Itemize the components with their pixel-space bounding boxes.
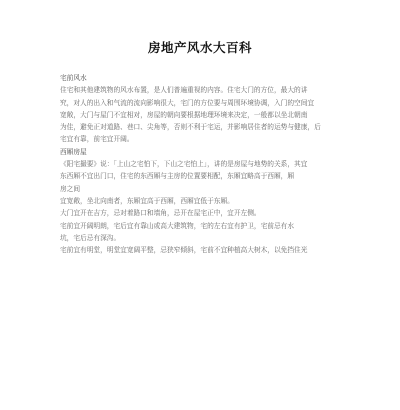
document-body xyxy=(60,72,352,256)
text-line: 东西厢不宜出门口，住宅的东西厢与主房的位置要相配，东厢宜略高于西厢，厢 xyxy=(60,172,295,181)
section-heading: 宅前风水 xyxy=(60,74,87,82)
text-line: 大门宜开在吉方，忌对着路口和墙角，忌开在屋宅正中，宜开左侧。 xyxy=(60,209,261,218)
text-line: 《阳宅撮要》说：「上山之宅怕下，下山之宅怕上」，讲的是房屋与地势的关系，其宜 xyxy=(60,160,308,169)
text-line: 宅宜有靠，前宅宜开阔。 xyxy=(60,135,134,144)
text-line: 宽敞，大门与屋门不宜相对，房屋的朝向要根据地理环境来决定，一般都以坐北朝南 xyxy=(60,110,308,119)
document-title: 房地产风水大百科 xyxy=(147,40,252,55)
text-line: 为佳，避免正对道路、巷口、尖角等，否则不利于宅运，并影响居住者的运势与健康，后 xyxy=(60,123,321,132)
text-line: 宜宽敞，坐北向南者，东厢宜高于西厢，西厢宜低于东厢。 xyxy=(60,196,234,205)
text-line: 坑，宅后忌有深沟。 xyxy=(60,233,121,242)
text-line: 宅前宜开阔明朗，宅后宜有靠山或高大建筑物，宅的左右宜有护卫，宅前忌有水 xyxy=(60,221,295,230)
section-heading: 西厢房屋 xyxy=(60,147,87,156)
text-line: 房之间 xyxy=(60,184,81,193)
text-line: 究，对人的出入和气流的流向影响很大，宅门的方位要与周围环境协调，入门的空间宜 xyxy=(60,98,315,107)
text-line: 住宅和其他建筑物的风水布置，是人们普遍重视的内容。住宅大门的方位，最大的讲 xyxy=(60,86,308,95)
text-line: 宅前宜有明堂，明堂宜宽阔平整，忌狭窄倾斜，宅前不宜种植高大树木，以免挡住光 xyxy=(60,246,308,255)
